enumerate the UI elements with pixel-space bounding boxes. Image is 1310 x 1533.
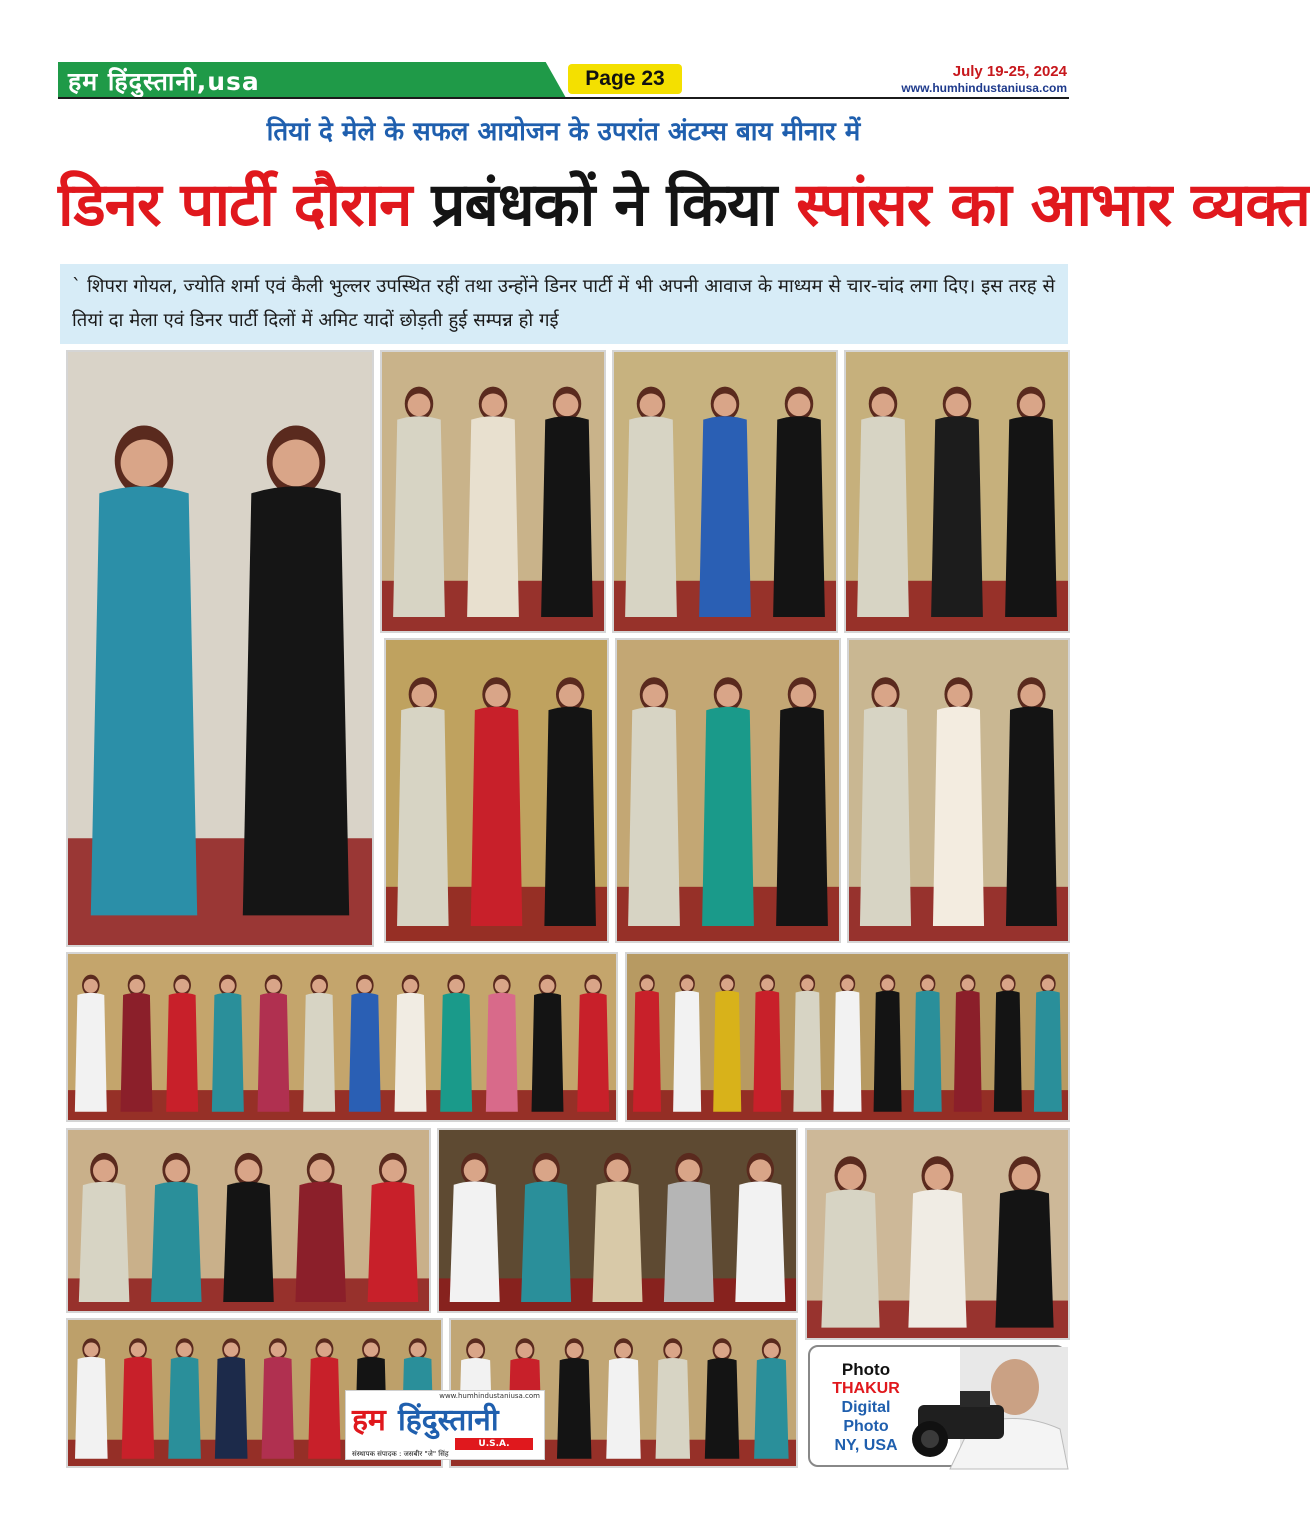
website-link[interactable]: www.humhindustaniusa.com: [901, 81, 1067, 95]
photo-image: [68, 352, 372, 945]
figure-head: [616, 1343, 631, 1358]
issue-date: July 19-25, 2024: [952, 63, 1067, 80]
masthead-title: हम हिंदुस्तानी,usa: [68, 67, 260, 96]
figure-head: [872, 393, 895, 416]
figure-body: [295, 1182, 346, 1302]
figure-body: [541, 416, 593, 617]
figure-body: [122, 1357, 155, 1459]
photo-image: [614, 352, 836, 631]
figure-body: [166, 993, 198, 1112]
logo-word-hum: हम: [352, 1403, 386, 1438]
figure-body: [308, 1357, 341, 1459]
credit-line-1: THAKUR: [832, 1380, 900, 1397]
photo-image: [439, 1130, 796, 1311]
figure-head: [131, 1343, 145, 1357]
figure-body: [994, 991, 1022, 1112]
article-intro: ` शिपरा गोयल, ज्योति शर्मा एवं कैली भुल्लर उपस्थित रहीं तथा उन्होंने डिनर पार्टी में भी अपनी आवाज के माध्यम से चार-चांद लगा दिए। इस तरह से तियां दा मेला एवं डिनर पार्टी दिलों में अमिट यादों छोड़ती हुई सम्पन्न हो गई: [60, 264, 1068, 344]
figure-body: [1006, 706, 1057, 925]
figure-body: [702, 707, 754, 926]
photo-image: [68, 954, 616, 1120]
logo-usa: U.S.A.: [455, 1438, 533, 1450]
figure-body: [933, 706, 984, 925]
photo-image: [846, 352, 1068, 631]
logo-word-hindustani: हिंदुस्तानी: [398, 1403, 499, 1438]
logo-url: www.humhindustaniusa.com: [439, 1392, 540, 1400]
figure-body: [450, 1181, 500, 1302]
figure-body: [705, 1358, 740, 1459]
figure-head: [947, 684, 969, 706]
figure-body: [699, 416, 751, 617]
figure-body: [593, 1181, 643, 1302]
figure-head: [358, 979, 372, 993]
figure-body: [776, 707, 828, 926]
figure-body: [931, 416, 983, 617]
figure-head: [221, 979, 235, 993]
photo-image: [807, 1130, 1068, 1338]
figure-head: [678, 1159, 700, 1181]
figure-head: [84, 1343, 98, 1357]
figure-body: [1034, 991, 1062, 1112]
photo-gold-sponsor: [384, 638, 609, 943]
page-number: Page 23: [568, 64, 682, 94]
figure-head: [121, 440, 168, 487]
figure-body: [857, 416, 909, 617]
figure-head: [129, 979, 143, 993]
figure-head: [93, 1160, 115, 1182]
figure-head: [464, 1159, 486, 1181]
figure-head: [556, 393, 579, 416]
photo-grand-sponsors-group: [66, 952, 618, 1122]
figure-head: [482, 393, 505, 416]
headline-part-3: स्पांसर का आभार व्यक्त: [796, 170, 1310, 240]
figure-body: [121, 993, 153, 1112]
figure-head: [764, 1343, 779, 1358]
figure-body: [261, 1357, 294, 1459]
headline: [58, 160, 1310, 250]
figure-head: [721, 978, 733, 990]
subheadline: तियां दे मेले के सफल आयोजन के उपरांत अंटम्स बाय मीनार में: [266, 117, 861, 147]
figure-head: [567, 1343, 582, 1358]
figure-body: [303, 993, 335, 1112]
logo-editor-line: संस्थापक संपादक : जसबीर "जे" सिंह: [352, 1450, 449, 1458]
figure-body: [75, 993, 107, 1112]
figure-body: [243, 486, 349, 915]
figure-head: [312, 979, 326, 993]
figure-body: [223, 1182, 274, 1302]
figure-head: [1020, 684, 1042, 706]
figure-head: [449, 979, 463, 993]
figure-body: [393, 416, 445, 617]
headline-part-2: प्रबंधकों ने किया: [431, 170, 797, 240]
figure-body: [532, 993, 564, 1112]
photo-image: [68, 1130, 429, 1311]
figure-head: [411, 684, 434, 707]
photo-certificate-3: [844, 350, 1070, 633]
figure-head: [177, 1343, 191, 1357]
figure-body: [821, 1190, 879, 1328]
figure-body: [168, 1357, 201, 1459]
figure-body: [628, 707, 680, 926]
figure-head: [1020, 393, 1043, 416]
figure-head: [382, 1160, 404, 1182]
figure-body: [75, 1357, 108, 1459]
figure-body: [91, 486, 197, 915]
figure-body: [467, 416, 519, 617]
figure-body: [625, 416, 677, 617]
photo-image: [386, 640, 607, 941]
figure-head: [838, 1164, 864, 1190]
figure-head: [607, 1159, 629, 1181]
figure-body: [735, 1181, 785, 1302]
figure-body: [773, 416, 825, 617]
figure-body: [557, 1358, 592, 1459]
figure-head: [175, 979, 189, 993]
figure-body: [874, 991, 902, 1112]
headline-part-1: डिनर पार्टी दौरान: [58, 170, 432, 240]
figure-head: [714, 1343, 729, 1358]
figure-body: [486, 993, 518, 1112]
figure-head: [801, 978, 813, 990]
figure-head: [841, 978, 853, 990]
figure-body: [606, 1358, 641, 1459]
figure-head: [403, 979, 417, 993]
figure-head: [640, 393, 663, 416]
photo-certificates-held: [66, 1128, 431, 1313]
figure-head: [681, 978, 693, 990]
figure-head: [485, 684, 508, 707]
figure-body: [656, 1358, 691, 1459]
figure-head: [1002, 978, 1014, 990]
figure-head: [559, 684, 582, 707]
figure-head: [517, 1343, 532, 1358]
figure-body: [633, 991, 661, 1112]
photo-podium-speech: [437, 1128, 798, 1313]
photo-image: [382, 352, 604, 631]
credit-line-3: Photo: [843, 1418, 889, 1435]
photo-certificate-1: [380, 350, 606, 633]
figure-body: [79, 1182, 130, 1302]
figure-head: [237, 1160, 259, 1182]
figure-body: [673, 991, 701, 1112]
credit-line-2: Digital: [841, 1399, 891, 1416]
figure-head: [224, 1343, 238, 1357]
figure-body: [577, 993, 609, 1112]
figure-head: [411, 1343, 425, 1357]
figure-head: [962, 978, 974, 990]
figure-head: [761, 978, 773, 990]
figure-body: [713, 991, 741, 1112]
figure-body: [754, 1358, 789, 1459]
figure-head: [925, 1164, 951, 1190]
photo-certificate-4: [615, 638, 841, 943]
credit-label: Photo: [841, 1360, 891, 1379]
figure-body: [215, 1357, 248, 1459]
figure-body: [151, 1182, 202, 1302]
photo-credit: [816, 1360, 916, 1455]
figure-head: [1042, 978, 1054, 990]
credit-line-4: NY, USA: [834, 1437, 898, 1454]
figure-head: [535, 1159, 557, 1181]
figure-head: [165, 1160, 187, 1182]
figure-body: [212, 993, 244, 1112]
figure-body: [908, 1190, 966, 1328]
figure-head: [922, 978, 934, 990]
figure-body: [368, 1182, 419, 1302]
figure-body: [833, 991, 861, 1112]
figure-head: [310, 1160, 332, 1182]
figure-head: [408, 393, 431, 416]
photo-sponsors-group: [625, 952, 1070, 1122]
figure-head: [881, 978, 893, 990]
photo-certificate-5: [847, 638, 1070, 943]
figure-head: [643, 684, 666, 707]
photo-certificate-6: [805, 1128, 1070, 1340]
figure-head: [468, 1343, 483, 1358]
figure-head: [266, 979, 280, 993]
figure-body: [954, 991, 982, 1112]
figure-head: [641, 978, 653, 990]
figure-body: [995, 1190, 1053, 1328]
figure-head: [586, 979, 600, 993]
figure-head: [749, 1159, 771, 1181]
figure-head: [946, 393, 969, 416]
figure-head: [84, 979, 98, 993]
figure-head: [791, 684, 814, 707]
masthead-rule: [58, 97, 1069, 99]
figure-head: [714, 393, 737, 416]
figure-head: [317, 1343, 331, 1357]
photo-image: [849, 640, 1068, 941]
figure-body: [395, 993, 427, 1112]
photo-two-women: [66, 350, 374, 947]
figure-head: [665, 1343, 680, 1358]
figure-body: [397, 707, 449, 926]
figure-body: [753, 991, 781, 1112]
figure-head: [364, 1343, 378, 1357]
figure-body: [914, 991, 942, 1112]
figure-body: [440, 993, 472, 1112]
figure-head: [271, 1343, 285, 1357]
figure-body: [793, 991, 821, 1112]
figure-body: [860, 706, 911, 925]
figure-head: [717, 684, 740, 707]
figure-body: [664, 1181, 714, 1302]
figure-head: [1012, 1164, 1038, 1190]
figure-head: [788, 393, 811, 416]
photo-image: [627, 954, 1068, 1120]
figure-body: [544, 707, 596, 926]
figure-body: [258, 993, 290, 1112]
figure-body: [349, 993, 381, 1112]
figure-body: [471, 707, 523, 926]
figure-head: [540, 979, 554, 993]
figure-head: [273, 440, 320, 487]
figure-head: [874, 684, 896, 706]
figure-head: [495, 979, 509, 993]
photo-certificate-2: [612, 350, 838, 633]
figure-body: [521, 1181, 571, 1302]
figure-body: [1005, 416, 1057, 617]
photo-image: [617, 640, 839, 941]
